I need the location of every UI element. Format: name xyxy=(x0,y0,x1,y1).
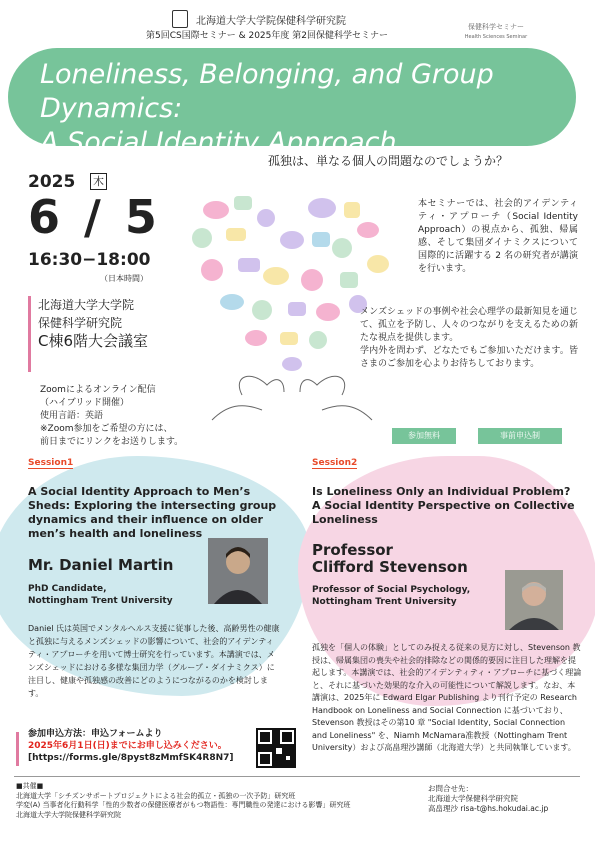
session1-description: Daniel 氏は英国でメンタルヘルス支援に従事した後、高齢男性の健康と孤独に与えるメンズシェッドの影響について、社会的アイデンティティ・アプローチを用いて博士研究を行っています。本講演では、メンズシェッドにおける多様な集団力学（グループ・ダイナミクス）に注目し、健康や孤独感の改善にどのようにつながるのかを検討します。 xyxy=(28,624,280,698)
session2-affiliation2: Nottingham Trent University xyxy=(312,597,457,607)
online-line2: （ハイブリッド開催） xyxy=(40,398,130,408)
seminar-logo-jp: 保健科学セミナー xyxy=(468,23,524,31)
language: 使用言語：英語 xyxy=(40,411,104,421)
seminar-logo xyxy=(456,22,536,42)
event-time: 16:30−18:00 xyxy=(28,250,151,270)
registration-url[interactable]: [https://forms.gle/8pyst8zMmfSK4R8N7] xyxy=(28,753,234,763)
seminar-logo-en: Health Sciences Seminar xyxy=(464,34,528,40)
cohost-1: 北海道大学「シチズンサポートプロジェクトによる社会的孤立・孤独の一次予防」研究班 xyxy=(16,791,296,800)
session2-speaker xyxy=(312,542,468,576)
title-line2: A Social Identity Approach xyxy=(40,127,397,158)
speaker2-photo xyxy=(505,570,563,630)
contact-label: お問合せ先： xyxy=(428,784,473,793)
registration-badge: 事前申込制 xyxy=(478,428,562,444)
subtitle: 孤独は、単なる個人の問題なのでしょうか？ xyxy=(268,154,509,168)
event-weekday: 木 xyxy=(90,173,107,190)
session2-title: Is Loneliness Only an Individual Problem? A Social Identity Perspective on Collective Loneliness xyxy=(312,485,575,526)
venue-line1: 北海道大学大学院 xyxy=(38,298,135,312)
event-date: 6 / 5 xyxy=(28,190,161,244)
registration-deadline: 2025年6月1日(日)までにお申し込みください。 xyxy=(28,741,227,751)
zoom-note1: ※Zoom参加をご希望の方には、 xyxy=(40,424,173,434)
title-line1: Loneliness, Belonging, and Group Dynamics: xyxy=(40,59,494,124)
session2-affiliation1: Professor of Social Psychology, xyxy=(312,585,471,595)
cohosts xyxy=(16,782,350,820)
cohost-2: 学変(A) 当事者化行動科学「性的少数者の保健医療者がもつ物語性：専門職性の発達における影響」研究班 xyxy=(16,801,351,809)
registration-line1: 参加申込方法：申込フォームより xyxy=(28,729,163,739)
intro-paragraphs xyxy=(360,306,578,371)
intro-paragraph-2: メンズシェッドの事例や社会心理学の最新知見を通じて、孤立を予防し、人々のつながりを支えるための新たな視点を提供します。 xyxy=(360,307,578,343)
intro-paragraph-1: 本セミナーでは、社会的アイデンティティ・アプローチ（Social Identity Approach）の視点から、孤独、帰属感、そして集団ダイナミクスについて国際的に活躍する 2 名の研究者が講演を行います。 xyxy=(418,199,578,274)
registration-accent-bar xyxy=(16,732,19,766)
heart-illustration xyxy=(172,180,412,430)
venue xyxy=(38,296,148,350)
free-badge: 参加無料 xyxy=(392,428,456,444)
session1-label: Session1 xyxy=(28,458,74,468)
session2-speaker-line1: Professor xyxy=(312,541,393,559)
session2-description: 孤独を「個人の体験」としてのみ捉える従来の見方に対し、Stevenson 教授は、帰属集団の喪失や社会的排除などの関係的要因に注目した理解を提起します。本講演では、社会的アイデンティティ・アプローチに基づく理論と、それに基づいた効果的な介入の可能性について解説します。なお、本講演は、2025年に Edward Elgar Publishing より刊行予定の Research Handbook on Loneliness and Social Connection に基づいており、Stevenson 教授はその第10 章 "Social Identity, Social Connection and Loneliness" を、Niamh McNamara准教授（Nottingham Trent University）および高畠理沙講師（北海道大学）と共同執筆しています。 xyxy=(312,643,582,752)
registration-qr-code[interactable] xyxy=(256,728,296,768)
zoom-note2: 前日までにリンクをお送りします。 xyxy=(40,437,184,447)
session1-speaker: Mr. Daniel Martin xyxy=(28,556,174,574)
cohost-3: 北海道大学大学院保健科学研究院 xyxy=(16,810,121,819)
contact xyxy=(428,784,548,814)
header-event: 第5回CS国際セミナー & 2025年度 第2回保健科学セミナー xyxy=(146,31,388,41)
cohost-label: ■共催■ xyxy=(16,782,44,790)
intro-paragraph-3: 学内外を問わず、どなたでもご参加いただけます。皆さまのご参加を心よりお待ちしております。 xyxy=(360,346,578,369)
session1-title: A Social Identity Approach to Men’s Sheds: Exploring the intersecting group dynamics and their influence on older men’s health and loneliness xyxy=(28,485,277,540)
header-org: 北海道大学大学院保健科学研究院 xyxy=(196,16,346,27)
venue-line2: 保健科学研究院 xyxy=(38,316,123,330)
session1-affiliation2: Nottingham Trent University xyxy=(28,596,173,606)
contact-person[interactable]: 高畠理沙 risa-t@hs.hokudai.ac.jp xyxy=(428,804,549,813)
event-timezone: （日本時間） xyxy=(100,274,148,283)
session2-label: Session2 xyxy=(312,458,358,468)
registration-info xyxy=(28,728,234,764)
speaker1-photo xyxy=(208,538,268,604)
footer-divider xyxy=(14,776,580,777)
online-info xyxy=(40,384,183,449)
page-title xyxy=(40,58,560,160)
session1-affiliation xyxy=(28,583,173,607)
session1-affiliation1: PhD Candidate, xyxy=(28,584,107,594)
online-line1: Zoomによるオンライン配信 xyxy=(40,385,156,395)
university-logo-icon xyxy=(172,10,188,28)
venue-accent-bar xyxy=(28,296,31,372)
contact-org: 北海道大学保健科学研究院 xyxy=(428,794,518,803)
venue-line3: C棟6階大会議室 xyxy=(38,332,149,350)
session2-affiliation xyxy=(312,584,470,608)
session2-speaker-line2: Clifford Stevenson xyxy=(312,558,468,576)
event-year: 2025 xyxy=(28,172,76,192)
